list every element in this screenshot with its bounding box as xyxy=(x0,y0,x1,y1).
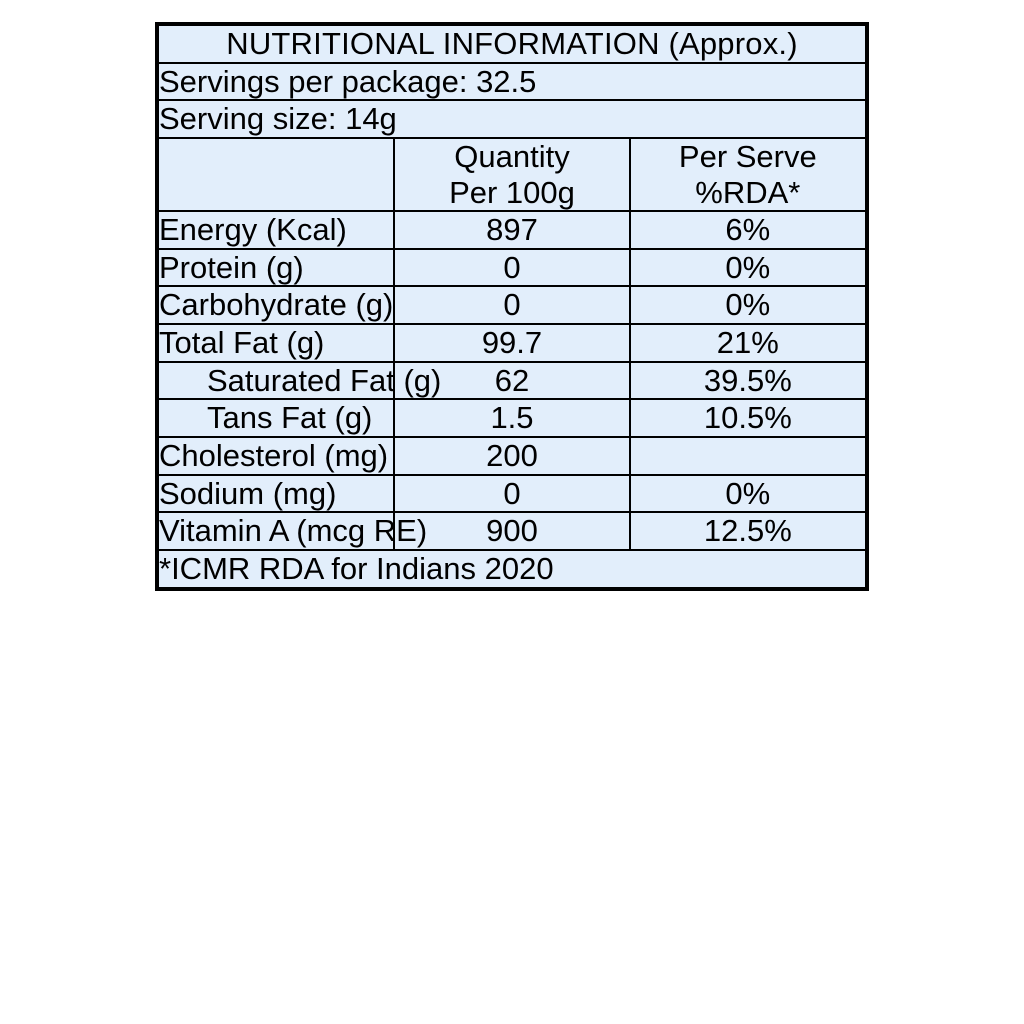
table-row xyxy=(159,211,865,249)
nutrient-name: Carbohydrate (g) xyxy=(159,287,394,323)
nutrient-name: Tans Fat (g) xyxy=(159,399,394,437)
column-header-per-serve-rda xyxy=(630,138,865,211)
nutrient-per-100g: 0 xyxy=(394,286,629,324)
nutrient-per-100g: 897 xyxy=(394,211,629,249)
rda-footnote: *ICMR RDA for Indians 2020 xyxy=(159,550,865,587)
nutrition-table-body xyxy=(159,26,865,587)
nutrient-rda: 12.5% xyxy=(630,512,865,550)
column-header-quantity-per-100g xyxy=(394,138,629,211)
nutrient-rda: 39.5% xyxy=(630,362,865,400)
nutrient-name: Sodium (mg) xyxy=(159,475,394,513)
serving-size-row xyxy=(159,100,865,138)
nutrient-name: Total Fat (g) xyxy=(159,324,394,362)
column-header-row xyxy=(159,138,865,211)
nutrient-per-100g: 900 xyxy=(394,512,629,550)
table-row xyxy=(159,437,865,475)
title-row xyxy=(159,26,865,63)
nutrient-per-100g: 62 xyxy=(394,362,629,400)
table-row xyxy=(159,249,865,287)
nutrient-name: Saturated Fat (g) xyxy=(159,362,394,400)
nutrient-name: Cholesterol (mg) xyxy=(159,437,394,475)
nutrient-per-100g: 1.5 xyxy=(394,399,629,437)
nutrient-per-100g: 0 xyxy=(394,249,629,287)
table-row xyxy=(159,362,865,400)
nutrient-rda xyxy=(630,437,865,475)
nutrient-per-100g: 200 xyxy=(394,437,629,475)
nutrient-rda: 0% xyxy=(630,475,865,513)
nutrient-name: Protein (g) xyxy=(159,249,394,287)
nutrient-name: Vitamin A (mcg RE) xyxy=(159,513,428,549)
footnote-row xyxy=(159,550,865,587)
servings-per-package-row xyxy=(159,63,865,101)
nutrient-per-100g: 99.7 xyxy=(394,324,629,362)
column-header-rda-line2: %RDA* xyxy=(695,174,801,210)
servings-per-package-text: Servings per package: 32.5 xyxy=(159,63,865,101)
nutrient-per-100g: 0 xyxy=(394,475,629,513)
table-row xyxy=(159,399,865,437)
column-header-rda-line1: Per Serve xyxy=(678,138,817,174)
column-header-quantity-line1: Quantity xyxy=(454,138,570,174)
nutrient-rda: 0% xyxy=(630,286,865,324)
table-row xyxy=(159,512,865,550)
page-title: NUTRITIONAL INFORMATION (Approx.) xyxy=(159,26,865,63)
table-row xyxy=(159,324,865,362)
nutrient-rda: 6% xyxy=(630,211,865,249)
nutrition-table xyxy=(159,26,865,587)
nutrient-rda: 0% xyxy=(630,249,865,287)
serving-size-text: Serving size: 14g xyxy=(159,100,865,138)
nutrient-rda: 10.5% xyxy=(630,399,865,437)
nutrient-name: Energy (Kcal) xyxy=(159,211,394,249)
nutrition-information-panel xyxy=(155,22,869,591)
column-header-nutrient xyxy=(159,138,394,211)
column-header-quantity-line2: Per 100g xyxy=(449,174,575,210)
table-row xyxy=(159,286,865,324)
table-row xyxy=(159,475,865,513)
nutrient-rda: 21% xyxy=(630,324,865,362)
